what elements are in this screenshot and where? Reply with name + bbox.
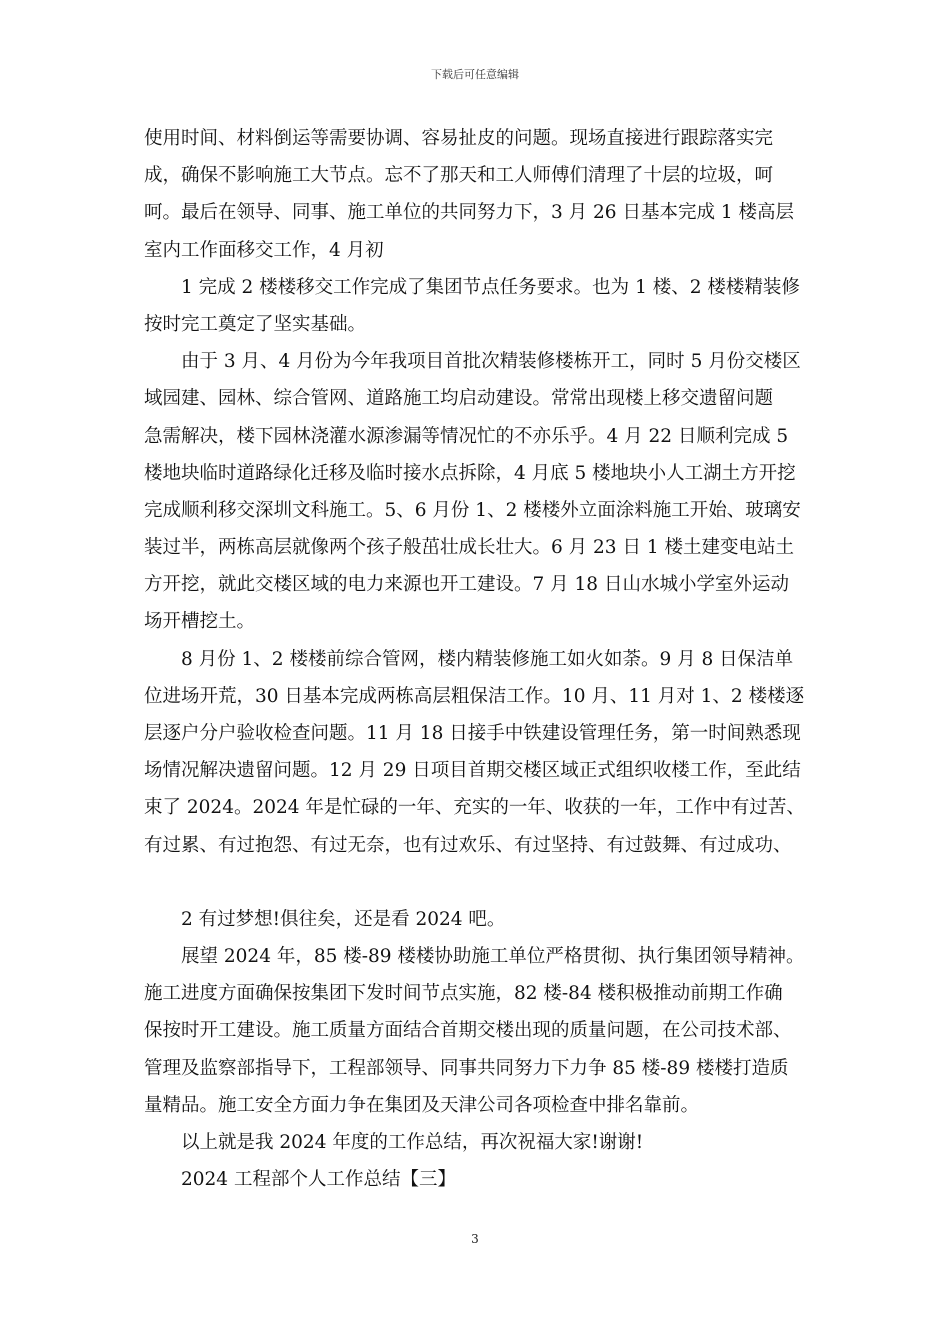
text-line: 呵。最后在领导、同事、施工单位的共同努力下，3 月 26 日基本完成 1 楼高层 bbox=[144, 202, 794, 224]
text-line: 场情况解决遗留问题。12 月 29 日项目首期交楼区域正式组织收楼工作，至此结 bbox=[144, 760, 801, 782]
paragraph-start: 由于 3 月、4 月份为今年我项目首批次精装修楼栋开工，同时 5 月份交楼区 bbox=[181, 351, 801, 373]
document-body bbox=[144, 120, 808, 1198]
text-line: 有过累、有过抱怨、有过无奈，也有过欢乐、有过坚持、有过鼓舞、有过成功、 bbox=[144, 834, 792, 856]
text-line: 量精品。施工安全方面力争在集团及天津公司各项检查中排名靠前。 bbox=[144, 1094, 700, 1116]
text-line: 束了 2024。2024 年是忙碌的一年、充实的一年、收获的一年，工作中有过苦、 bbox=[144, 797, 805, 819]
text-line: 方开挖，就此交楼区域的电力来源也开工建设。7 月 18 日山水城小学室外运动 bbox=[144, 574, 789, 596]
text-line: 管理及监察部指导下，工程部领导、同事共同努力下力争 85 楼-89 楼楼打造质 bbox=[144, 1057, 789, 1079]
page-number: 3 bbox=[471, 1232, 479, 1246]
paragraph-start: 2 有过梦想!俱往矣，还是看 2024 吧。 bbox=[181, 908, 506, 930]
paragraph-start: 1 完成 2 楼楼移交工作完成了集团节点任务要求。也为 1 楼、2 楼楼精装修 bbox=[181, 276, 800, 298]
text-line: 场开槽挖土。 bbox=[144, 611, 256, 633]
paragraph-start: 展望 2024 年，85 楼-89 楼楼协助施工单位严格贯彻、执行集团领导精神。 bbox=[181, 945, 805, 967]
text-line: 装过半，两栋高层就像两个孩子般茁壮成长壮大。6 月 23 日 1 楼土建变电站土 bbox=[144, 537, 794, 559]
text-line: 层逐户分户验收检查问题。11 月 18 日接手中铁建设管理任务，第一时间熟悉现 bbox=[144, 723, 801, 744]
text-line: 使用时间、材料倒运等需要协调、容易扯皮的问题。现场直接进行跟踪落实完 bbox=[144, 128, 774, 149]
text-line: 保按时开工建设。施工质量方面结合首期交楼出现的质量问题，在公司技术部、 bbox=[144, 1020, 792, 1042]
paragraph-start: 8 月份 1、2 楼楼前综合管网，楼内精装修施工如火如荼。9 月 8 日保洁单 bbox=[181, 648, 794, 670]
text-line: 成，确保不影响施工大节点。忘不了那天和工人师傅们清理了十层的垃圾，呵 bbox=[144, 165, 774, 187]
text-line: 完成顺利移交深圳文科施工。5、6 月份 1、2 楼楼外立面涂料施工开始、玻璃安 bbox=[144, 499, 801, 521]
page-header: 下载后可任意编辑 bbox=[431, 68, 519, 81]
paragraph-start: 以上就是我 2024 年度的工作总结，再次祝福大家!谢谢! bbox=[181, 1131, 644, 1153]
text-line: 室内工作面移交工作，4 月初 bbox=[144, 239, 384, 261]
text-line: 急需解决，楼下园林浇灌水源渗漏等情况忙的不亦乐乎。4 月 22 日顺利完成 5 bbox=[144, 425, 789, 447]
text-line: 按时完工奠定了坚实基础。 bbox=[144, 313, 367, 335]
text-line: 域园建、园林、综合管网、道路施工均启动建设。常常出现楼上移交遗留问题 bbox=[144, 388, 774, 410]
paragraph-gap bbox=[144, 864, 808, 901]
section-heading: 2024 工程部个人工作总结【三】 bbox=[181, 1169, 456, 1191]
text-line: 楼地块临时道路绿化迁移及临时接水点拆除，4 月底 5 楼地块小人工湖土方开挖 bbox=[144, 462, 796, 484]
text-line: 施工进度方面确保按集团下发时间节点实施，82 楼-84 楼积极推动前期工作确 bbox=[144, 983, 783, 1005]
text-line: 位进场开荒，30 日基本完成两栋高层粗保洁工作。10 月、11 月对 1、2 楼楼逐 bbox=[144, 685, 805, 707]
